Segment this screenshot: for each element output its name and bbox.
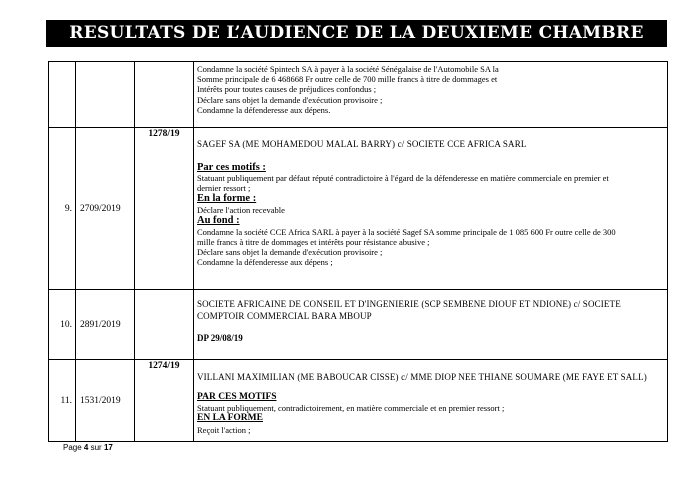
page-sep: sur [90, 443, 102, 452]
case-parties: SAGEF SA (ME MOHAMEDOU MALAL BARRY) c/ SOCIETE CCE AFRICA SARL [197, 139, 527, 149]
cell-date [76, 62, 135, 128]
case-parties: VILLANI MAXIMILIAN (ME BABOUCAR CISSE) c/ MME DIOP NEE THIANE SOUMARE (ME FAYE ET SALL) [197, 372, 647, 382]
case-rg: 1274/19 [135, 360, 194, 442]
deliberation-date: DP 29/08/19 [197, 333, 243, 343]
decision-line: Reçoit l'action ; [197, 424, 251, 435]
section-heading: Au fond : [197, 215, 240, 227]
decision-line: Statuant publiquement, contradictoirement, en matière commerciale et en premier ressort ; [197, 403, 505, 413]
table-row-continuation [49, 62, 668, 128]
decision-line: mille francs à titre de dommages et intérêts pour résistance abusive ; [197, 236, 430, 247]
cell-decision [194, 128, 668, 290]
case-date: 1531/2019 [76, 360, 135, 442]
cell-rg [135, 62, 194, 128]
page-banner-title: RESULTATS DE L’AUDIENCE DE LA DEUXIEME CHAMBRE [46, 20, 667, 47]
table-row-case-11 [49, 360, 668, 442]
case-number: 11. [49, 360, 76, 442]
decision-line: Condamne la société CCE Africa SARL à payer à la société Sagef SA somme principale de 1 085 600 Fr outre celle de 300 [197, 226, 616, 237]
page-number: 4 [83, 443, 89, 452]
case-parties: SOCIETE AFRICAINE DE CONSEIL ET D'INGENIERIE (SCP SEMBENE DIOUF ET NDIONE) c/ SOCIETE [197, 299, 621, 309]
cell-decision [194, 290, 668, 360]
case-number: 10. [49, 290, 76, 360]
decision-line: Somme principale de 6 468668 Fr outre celle de 700 mille francs à titre de dommages et [197, 74, 498, 85]
decision-line: Condamne la société Spintech SA à payer à la société Sénégalaise de l'Automobile SA la [197, 64, 499, 74]
cell-decision [194, 62, 668, 128]
decision-line: Condamne la défenderesse aux dépens ; [197, 257, 333, 268]
table-row-case-10 [49, 290, 668, 360]
case-number: 9. [49, 128, 76, 290]
case-date: 2709/2019 [76, 128, 135, 290]
cell-decision [194, 360, 668, 442]
table-row-case-9 [49, 128, 668, 290]
decision-line: Déclare sans objet la demande d'exécution provisoire ; [197, 94, 383, 105]
decision-line: Intérêts pour toutes causes de préjudices confondus ; [197, 84, 377, 95]
case-rg: 1278/19 [135, 128, 194, 290]
decision-line: Déclare l'action recevable [197, 204, 285, 215]
section-heading: En la forme : [197, 193, 257, 205]
page-footer [63, 443, 113, 452]
section-heading: EN LA FORME [197, 413, 263, 424]
decision-line: Condamne la défenderesse aux dépens. [197, 104, 331, 115]
section-heading: Par ces motifs : [197, 161, 266, 173]
case-date: 2891/2019 [76, 290, 135, 360]
cell-num [49, 62, 76, 128]
case-parties: COMPTOIR COMMERCIAL BARA MBOUP [197, 310, 372, 321]
section-heading: PAR CES MOTIFS [197, 391, 277, 402]
results-table [48, 61, 668, 442]
page-label: Page [63, 443, 82, 452]
decision-line: Statuant publiquement par défaut réputé contradictoire à l'égard de la défenderesse en matière commerciale en premier et [197, 173, 609, 183]
case-rg [135, 290, 194, 360]
page-total: 17 [103, 443, 113, 452]
decision-line: Déclare sans objet la demande d'exécution provisoire ; [197, 247, 383, 258]
decision-line: dernier ressort ; [197, 183, 251, 194]
